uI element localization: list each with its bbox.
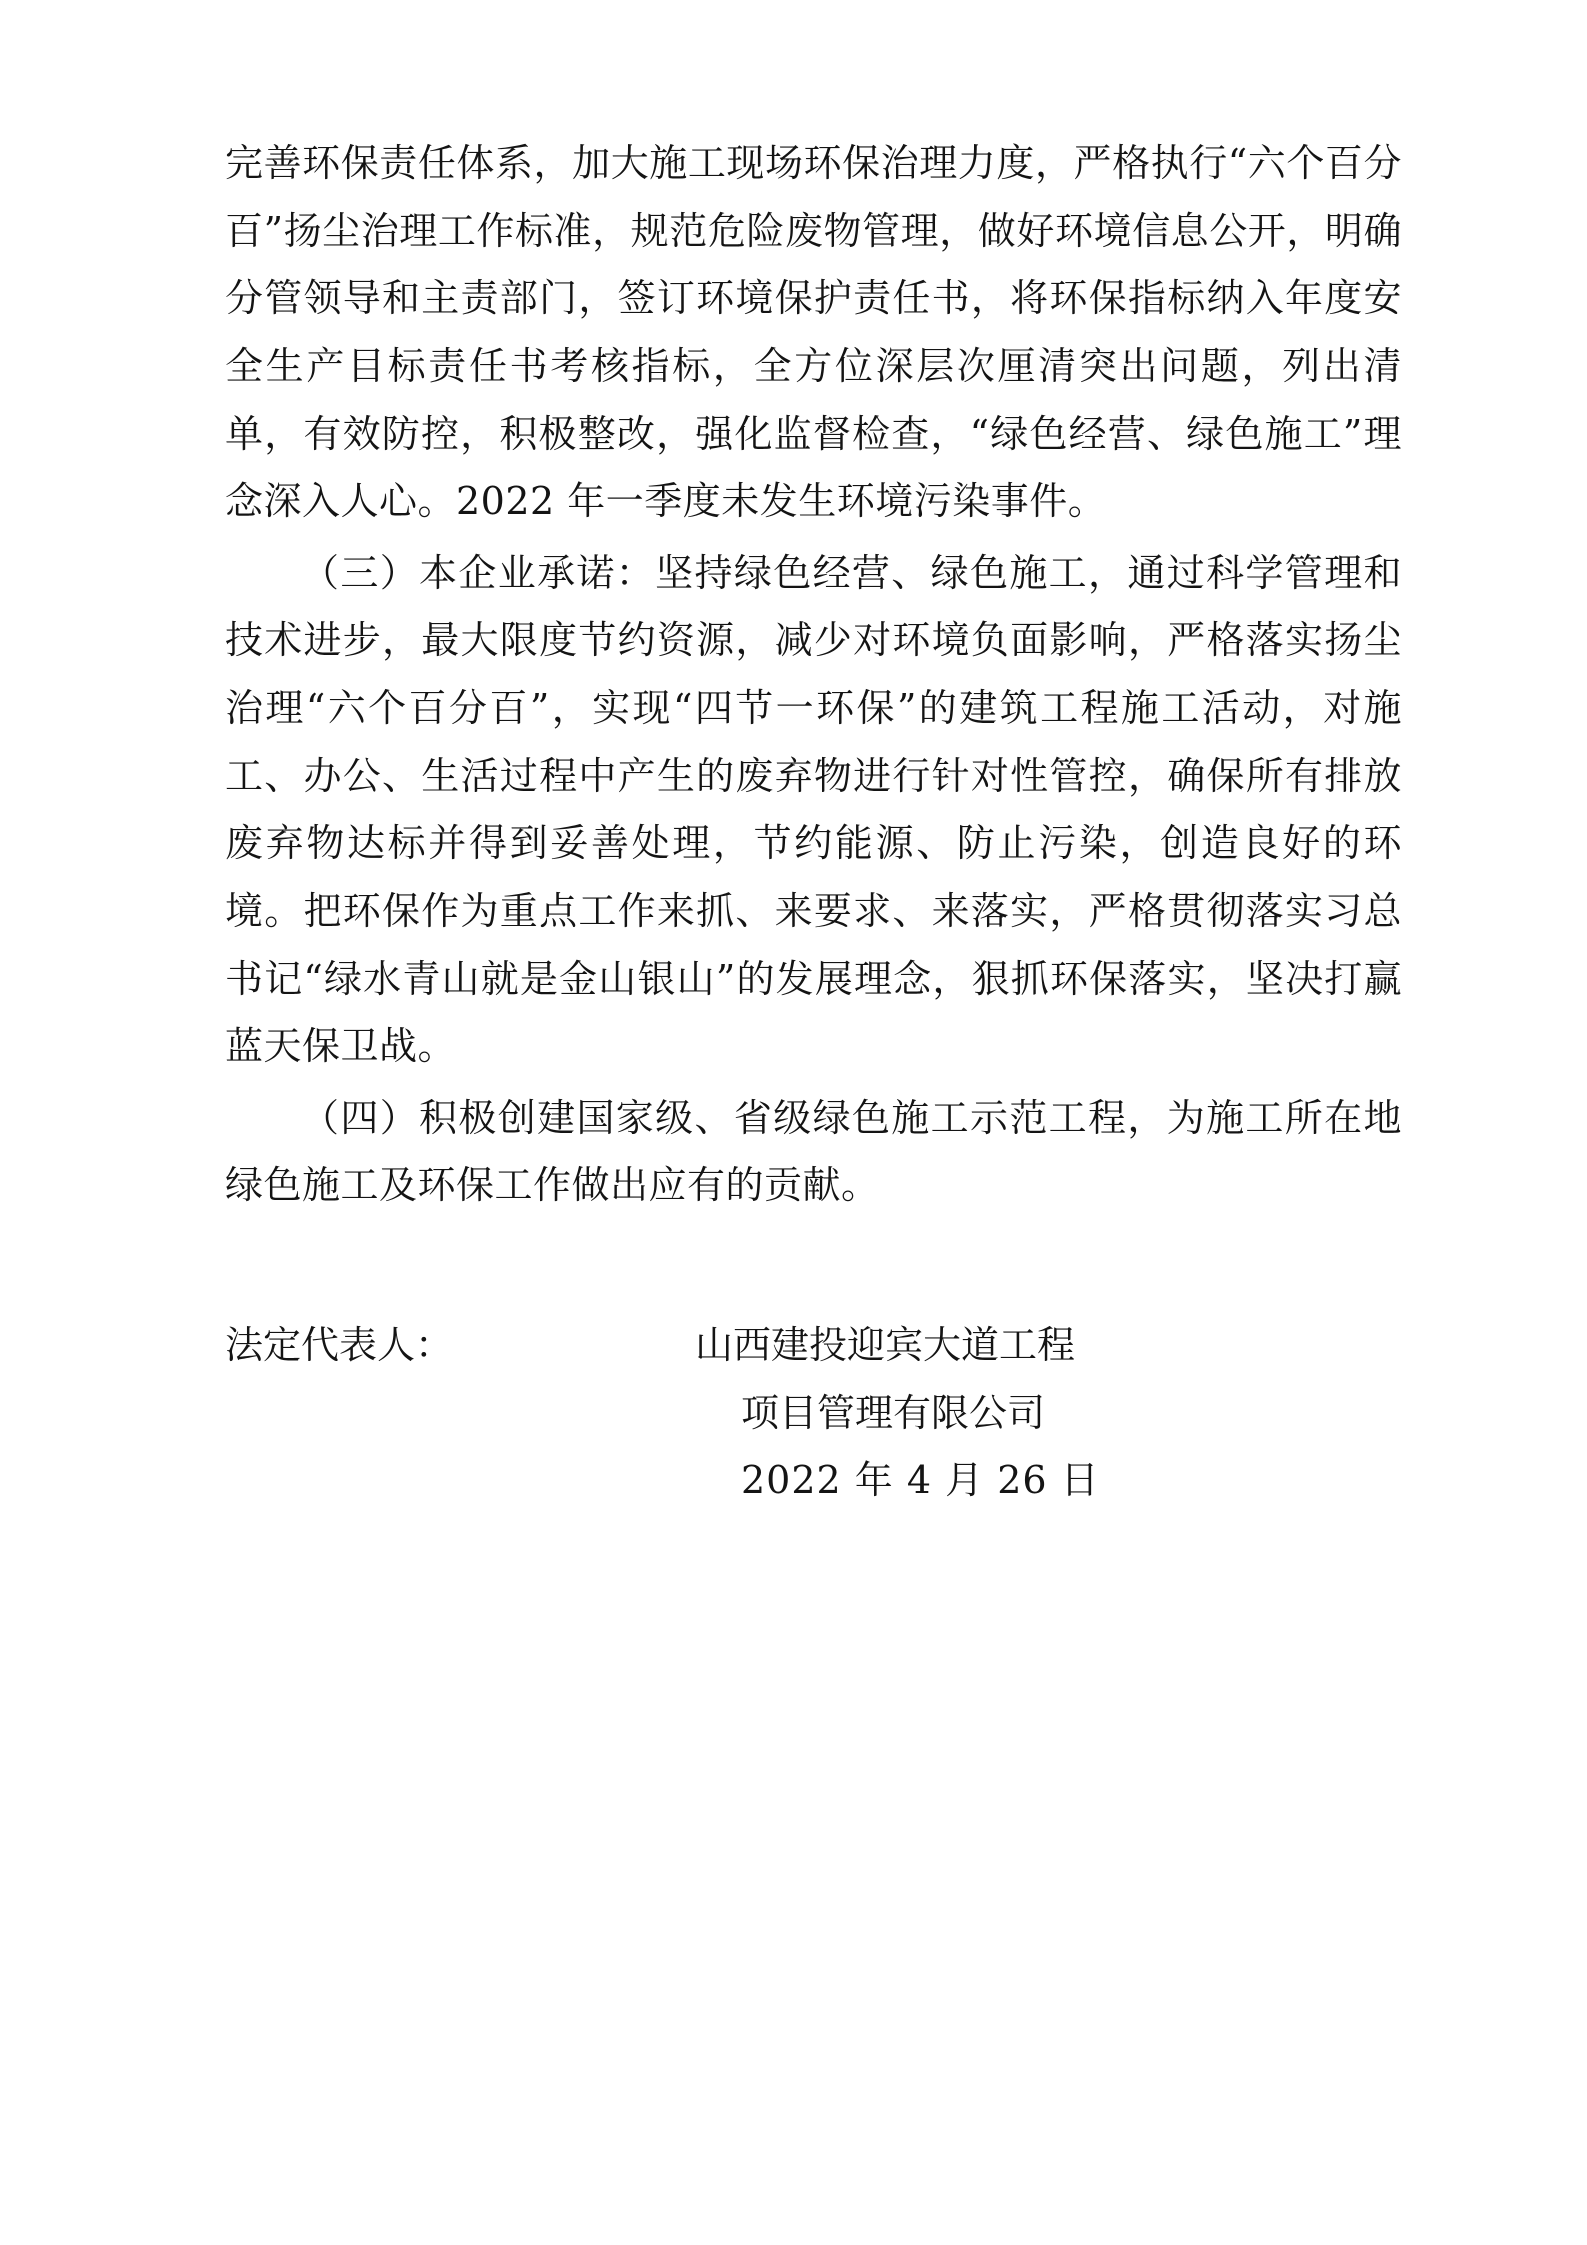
signature-row (225, 1312, 1402, 1515)
paragraph-3: （四）积极创建国家级、省级绿色施工示范工程，为施工所在地绿色施工及环保工作做出应有的贡献。 (225, 1095, 1402, 1208)
paragraph-2: （三）本企业承诺：坚持绿色经营、绿色施工，通过科学管理和技术进步，最大限度节约资源，减少对环境负面影响，严格落实扬尘治理“六个百分百”，实现“四节一环保”的建筑工程施工活动，对施工、办公、生活过程中产生的废弃物进行针对性管控，确保所有排放废弃物达标并得到妥善处理，节约能源、防止污染，创造良好的环境。把环保作为重点工作来抓、来要求、来落实，严格贯彻落实习总书记“绿水青山就是金山银山”的发展理念，狠抓环保落实，坚决打赢蓝天保卫战。 (225, 550, 1402, 1069)
document-body (225, 130, 1402, 1220)
signature-block (225, 1312, 1402, 1515)
signature-date: 2022 年 4 月 26 日 (741, 1458, 1100, 1503)
company-name-line-1: 山西建投迎宾大道工程 (695, 1323, 1076, 1367)
company-name-line-2: 项目管理有限公司 (741, 1390, 1046, 1435)
signer-details (695, 1312, 1402, 1515)
legal-representative-label: 法定代表人： (225, 1323, 454, 1367)
paragraph-1: 完善环保责任体系，加大施工现场环保治理力度，严格执行“六个百分百”扬尘治理工作标准，规范危险废物管理，做好环境信息公开，明确分管领导和主责部门，签订环境保护责任书，将环保指标纳入年度安全生产目标责任书考核指标，全方位深层次厘清突出问题，列出清单，有效防控，积极整改，强化监督检查，“绿色经营、绿色施工”理念深入人心。2022 年一季度未发生环境污染事件。 (225, 141, 1402, 524)
